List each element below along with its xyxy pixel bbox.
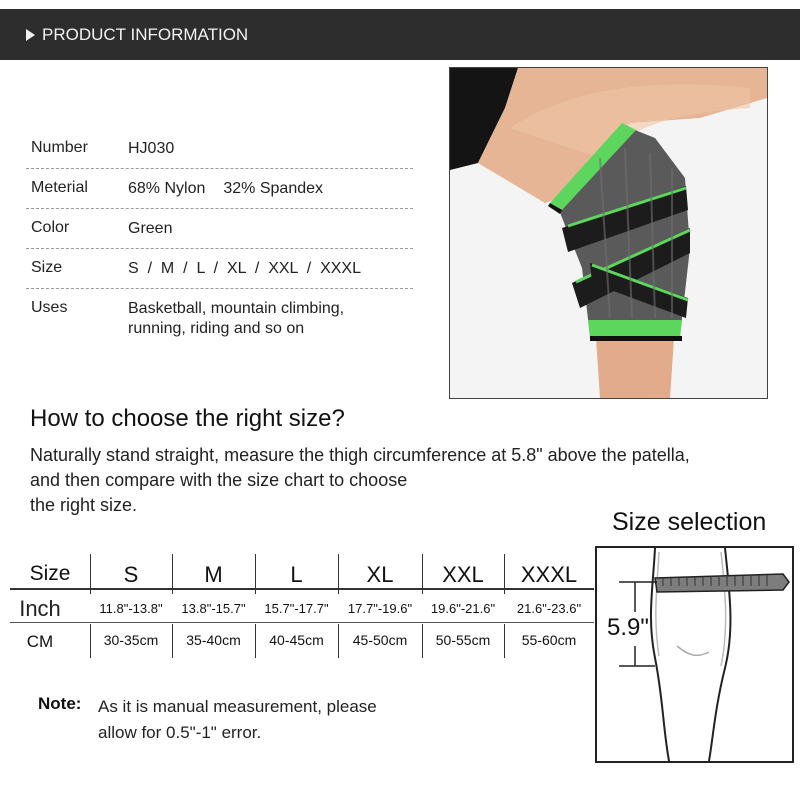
material-nylon: 68% Nylon [128, 180, 206, 197]
spec-row-color [26, 208, 413, 249]
size-cell: M [204, 562, 223, 587]
leg-measure-illustration [597, 548, 792, 761]
spec-value-material [128, 179, 323, 199]
note-label: Note: [38, 694, 82, 713]
inch-cell: 15.7"-17.7" [264, 601, 329, 616]
spec-row-uses [26, 288, 413, 348]
spec-row-size [26, 248, 413, 289]
size-chart-table [10, 554, 594, 658]
size-cell: S [123, 562, 139, 587]
table-rule [10, 622, 594, 623]
cm-cell: 50-55cm [435, 632, 491, 648]
row-header-inch: Inch [19, 596, 61, 621]
spec-value-number: HJ030 [128, 140, 175, 157]
note-text [98, 694, 377, 746]
howto-text [30, 443, 690, 518]
spec-label-number: Number [31, 139, 88, 156]
spec-value-uses [128, 299, 344, 339]
material-spandex: 32% Spandex [223, 180, 324, 197]
spec-label-material: Meterial [31, 179, 88, 196]
measure-label: 5.9" [607, 614, 649, 641]
inch-cell: 21.6"-23.6" [516, 601, 582, 616]
spec-label-uses: Uses [31, 299, 68, 316]
inch-cell: 11.8"-13.8" [99, 601, 163, 616]
product-photo-knee-brace [449, 67, 768, 399]
inch-cell: 19.6"-21.6" [430, 601, 496, 616]
table-rule [10, 588, 594, 590]
spec-row-number [26, 128, 413, 169]
row-header-cm: CM [26, 632, 54, 651]
size-cell: XXL [442, 562, 484, 587]
size-cell: XL [366, 562, 394, 587]
note-line-2: allow for 0.5"-1" error. [98, 723, 262, 742]
howto-line-3: the right size. [30, 495, 138, 515]
spec-row-material [26, 168, 413, 209]
inch-cell: 17.7"-19.6" [347, 601, 413, 616]
cm-cell: 35-40cm [186, 632, 241, 648]
size-selection-diagram [595, 546, 794, 763]
spec-label-color: Color [31, 219, 70, 236]
howto-title: How to choose the right size? [30, 405, 345, 432]
size-cell: L [290, 562, 303, 587]
spec-value-size: S / M / L / XL / XXL / XXXL [128, 260, 361, 277]
spec-label-size: Size [31, 259, 63, 276]
product-info-header [0, 9, 800, 60]
knee-brace-illustration [450, 68, 767, 398]
howto-line-1: Naturally stand straight, measure the thigh circumference at 5.8" above the patella, [30, 445, 690, 465]
spec-value-color: Green [128, 220, 173, 237]
inch-cell: 13.8"-15.7" [181, 601, 246, 616]
cm-cell: 30-35cm [103, 632, 159, 648]
triangle-right-icon [26, 29, 35, 41]
cm-cell: 45-50cm [352, 632, 408, 648]
note-line-1: As it is manual measurement, please [98, 697, 377, 716]
row-header-size: Size [29, 562, 71, 585]
uses-line-1: Basketball, mountain climbing, [128, 300, 345, 317]
header-title: PRODUCT INFORMATION [42, 25, 249, 44]
cm-cell: 40-45cm [269, 632, 324, 648]
size-selection-title: Size selection [612, 508, 767, 536]
howto-line-2: and then compare with the size chart to choose [30, 470, 408, 490]
cm-cell: 55-60cm [521, 632, 577, 648]
size-cell: XXXL [520, 562, 578, 587]
uses-line-2: running, riding and so on [128, 320, 305, 337]
